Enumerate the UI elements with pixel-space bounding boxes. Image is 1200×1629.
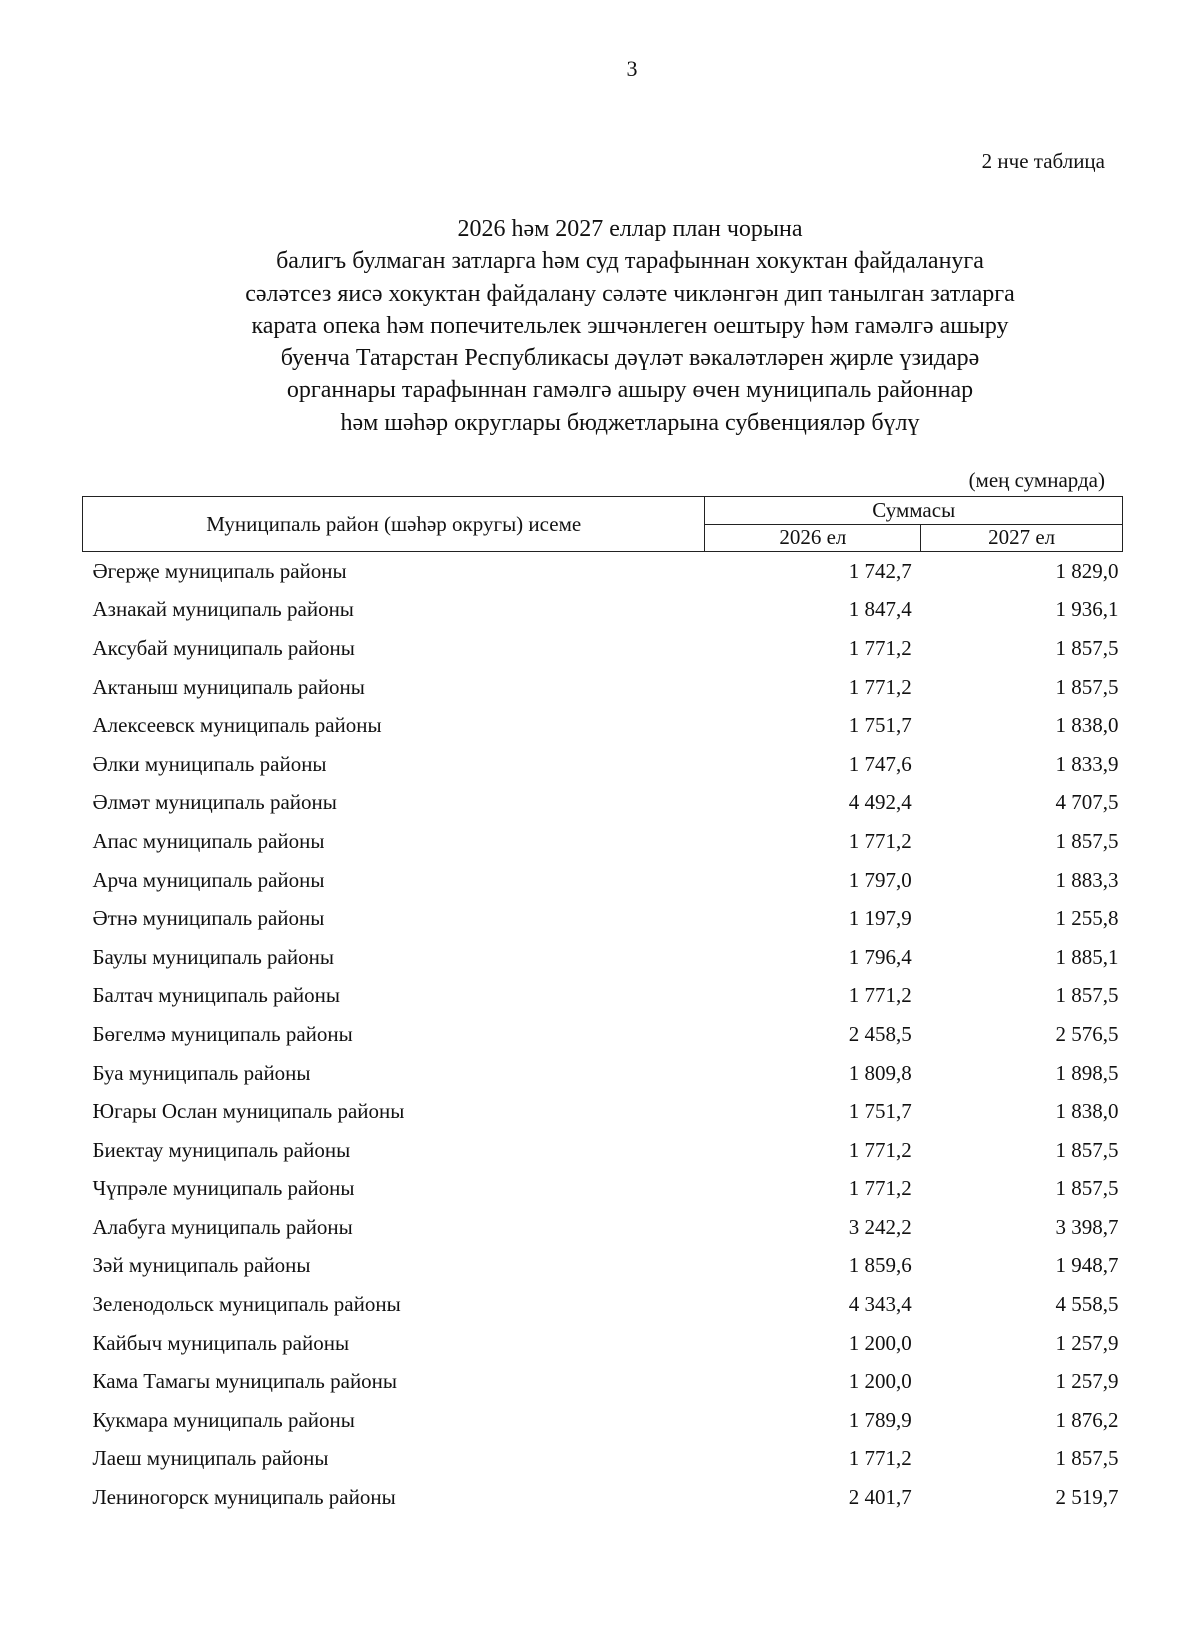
row-value-2027-cell: 1 838,0 — [1055, 713, 1119, 738]
table-row — [83, 1401, 1123, 1440]
table-row — [83, 591, 1123, 630]
row-name-cell: Әлмәт муниципаль районы — [92, 790, 337, 815]
row-value-2026-cell: 1 751,7 — [848, 713, 912, 738]
row-name-cell: Лаеш муниципаль районы — [92, 1446, 329, 1471]
title-line: 2026 һәм 2027 еллар план чорына — [457, 216, 803, 242]
table-row — [83, 629, 1123, 668]
row-value-2027-cell: 4 558,5 — [1055, 1292, 1119, 1317]
title-line: органнары тарафыннан гамәлгә ашыру өчен муниципаль районнар — [286, 377, 974, 404]
row-value-2026-cell: 1 789,9 — [848, 1407, 912, 1432]
row-value-2027-cell: 1 857,5 — [1055, 1137, 1119, 1162]
row-value-2026-cell: 3 242,2 — [848, 1214, 912, 1239]
row-name-cell: Югары Ослан муниципаль районы — [92, 1099, 405, 1124]
document-title — [130, 213, 1130, 439]
row-name-cell: Әлки муниципаль районы — [92, 751, 327, 776]
row-value-2027-cell: 1 829,0 — [1055, 558, 1119, 583]
table-header — [83, 497, 1123, 552]
row-name-cell: Арча муниципаль районы — [92, 867, 325, 892]
table-row — [83, 1362, 1123, 1401]
row-value-2026-cell: 1 847,4 — [848, 597, 912, 622]
row-name-cell: Кама Тамагы муниципаль районы — [92, 1369, 398, 1394]
row-name-cell: Биектау муниципаль районы — [92, 1137, 351, 1162]
row-value-2026-cell: 1 200,0 — [848, 1330, 912, 1355]
row-value-2026-cell: 4 343,4 — [848, 1292, 912, 1317]
row-name-cell: Баулы муниципаль районы — [92, 944, 334, 969]
table-label: 2 нче таблица — [981, 149, 1105, 173]
title-line: карата опека һәм попечительлек эшчәнлеген оештыру һәм гамәлгә ашыру — [251, 312, 1009, 339]
column-header-2026: 2026 ел — [705, 524, 921, 552]
row-value-2026-cell: 1 771,2 — [848, 1137, 912, 1162]
row-value-2026-cell: 4 492,4 — [848, 790, 912, 815]
column-header-group: Суммасы — [705, 497, 1123, 525]
row-value-2026-cell: 1 796,4 — [848, 944, 912, 969]
title-line: балигъ булмаган затларга һәм суд тарафыннан хокуктан файдалануга — [276, 248, 984, 275]
row-value-2026-cell: 1 771,2 — [848, 674, 912, 699]
row-name-cell: Әтнә муниципаль районы — [92, 906, 325, 931]
table-row — [83, 822, 1123, 861]
row-value-2026-cell: 1 771,2 — [848, 1446, 912, 1471]
row-value-2027-cell: 1 833,9 — [1055, 751, 1119, 776]
row-name-cell: Апас муниципаль районы — [92, 828, 325, 853]
table-row — [83, 745, 1123, 784]
row-name-cell: Аксубай муниципаль районы — [92, 635, 355, 660]
table-row — [83, 1208, 1123, 1247]
row-value-2027-cell: 1 857,5 — [1055, 983, 1119, 1008]
row-value-2027-cell: 1 857,5 — [1055, 1176, 1119, 1201]
row-value-2027-cell: 1 857,5 — [1055, 635, 1119, 660]
row-value-2027-cell: 1 936,1 — [1055, 597, 1119, 622]
page-number: 3 — [626, 56, 638, 81]
title-line: сәләтсез яисә хокуктан файдалану сәләте чикләнгән дип танылган затларга — [245, 280, 1015, 307]
row-value-2026-cell: 2 458,5 — [848, 1021, 912, 1046]
row-value-2027-cell: 1 857,5 — [1055, 828, 1119, 853]
table-row — [83, 784, 1123, 823]
row-value-2027-cell: 2 576,5 — [1055, 1021, 1119, 1046]
row-value-2027-cell: 1 857,5 — [1055, 674, 1119, 699]
row-name-cell: Алабуга муниципаль районы — [92, 1214, 353, 1239]
table-row — [83, 668, 1123, 707]
table-row — [83, 1054, 1123, 1093]
table-row — [83, 706, 1123, 745]
table-row — [83, 1247, 1123, 1286]
row-value-2027-cell: 1 876,2 — [1055, 1407, 1119, 1432]
row-value-2027-cell: 1 948,7 — [1055, 1253, 1119, 1278]
row-name-cell: Алексеевск муниципаль районы — [92, 713, 382, 738]
row-value-2026-cell: 1 771,2 — [848, 1176, 912, 1201]
row-value-2026-cell: 1 751,7 — [848, 1099, 912, 1124]
table-body — [83, 552, 1123, 1517]
table-row — [83, 1015, 1123, 1054]
row-value-2027-cell: 4 707,5 — [1055, 790, 1119, 815]
table-row — [83, 1440, 1123, 1479]
row-name-cell: Кукмара муниципаль районы — [92, 1407, 355, 1432]
subvention-table — [82, 496, 1123, 1517]
title-line: буенча Татарстан Республикасы дәүләт вәкаләтләрен җирле үзидарә — [280, 345, 980, 372]
row-name-cell: Зәй муниципаль районы — [92, 1253, 311, 1278]
row-name-cell: Лениногорск муниципаль районы — [92, 1485, 396, 1510]
table-row — [83, 1324, 1123, 1363]
row-name-cell: Актаныш муниципаль районы — [92, 674, 365, 699]
row-value-2027-cell: 1 898,5 — [1055, 1060, 1119, 1085]
row-value-2027-cell: 1 838,0 — [1055, 1099, 1119, 1124]
row-value-2026-cell: 1 771,2 — [848, 828, 912, 853]
row-value-2026-cell: 1 197,9 — [848, 906, 912, 931]
table-row — [83, 1170, 1123, 1209]
row-value-2027-cell: 1 857,5 — [1055, 1446, 1119, 1471]
row-value-2027-cell: 1 257,9 — [1055, 1369, 1119, 1394]
table-row — [83, 1285, 1123, 1324]
row-value-2026-cell: 1 771,2 — [848, 635, 912, 660]
row-name-cell: Буа муниципаль районы — [92, 1060, 311, 1085]
row-name-cell: Азнакай муниципаль районы — [92, 597, 354, 622]
row-name-cell: Бөгелмә муниципаль районы — [92, 1021, 353, 1046]
row-name-cell: Зеленодольск муниципаль районы — [92, 1292, 401, 1317]
table-row — [83, 1092, 1123, 1131]
table-row — [83, 861, 1123, 900]
title-line: һәм шәһәр округлары бюджетларына субвенцияләр бүлү — [340, 409, 920, 436]
row-value-2026-cell: 1 771,2 — [848, 983, 912, 1008]
row-name-cell: Кайбыч муниципаль районы — [92, 1330, 350, 1355]
row-value-2026-cell: 2 401,7 — [848, 1485, 912, 1510]
row-name-cell: Балтач муниципаль районы — [92, 983, 340, 1008]
row-name-cell: Чүпрәле муниципаль районы — [92, 1176, 355, 1201]
table-row — [83, 938, 1123, 977]
table-row — [83, 1131, 1123, 1170]
units-note: (мең сумнарда) — [968, 468, 1105, 492]
row-value-2026-cell: 1 747,6 — [848, 751, 912, 776]
row-value-2026-cell: 1 742,7 — [848, 558, 912, 583]
row-value-2027-cell: 3 398,7 — [1055, 1214, 1119, 1239]
row-value-2027-cell: 1 885,1 — [1055, 944, 1119, 969]
row-value-2027-cell: 1 255,8 — [1055, 906, 1119, 931]
row-value-2026-cell: 1 859,6 — [848, 1253, 912, 1278]
row-value-2027-cell: 1 257,9 — [1055, 1330, 1119, 1355]
column-header-name: Муниципаль район (шәһәр округы) исеме — [83, 497, 705, 552]
column-header-2027: 2027 ел — [921, 524, 1123, 552]
row-value-2027-cell: 1 883,3 — [1055, 867, 1119, 892]
row-value-2027-cell: 2 519,7 — [1055, 1485, 1119, 1510]
row-value-2026-cell: 1 797,0 — [848, 867, 912, 892]
table-row — [83, 899, 1123, 938]
row-value-2026-cell: 1 200,0 — [848, 1369, 912, 1394]
row-value-2026-cell: 1 809,8 — [848, 1060, 912, 1085]
table-row — [83, 552, 1123, 591]
row-name-cell: Әгерҗе муниципаль районы — [92, 558, 347, 583]
table-row — [83, 1478, 1123, 1517]
table-row — [83, 977, 1123, 1016]
